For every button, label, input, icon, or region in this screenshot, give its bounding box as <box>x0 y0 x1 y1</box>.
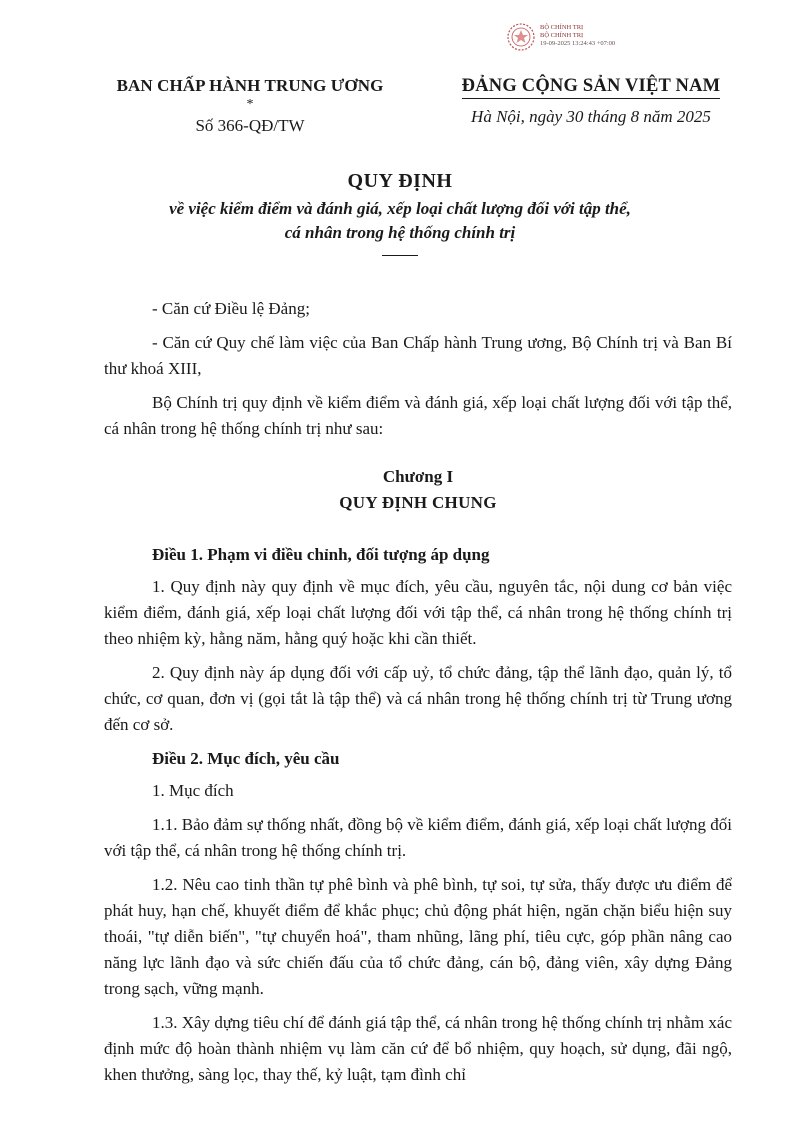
subtitle-line-1: về việc kiểm điểm và đánh giá, xếp loại chất lượng đối với tập thể, <box>169 199 631 218</box>
title-divider <box>382 255 418 256</box>
chapter-number: Chương I <box>382 467 454 486</box>
party-name: ĐẢNG CỘNG SẢN VIỆT NAM <box>462 76 721 99</box>
document-subtitle <box>100 197 700 245</box>
preamble-paragraph: Bộ Chính trị quy định về kiểm điểm và đánh giá, xếp loại chất lượng đối với tập thể, cá nhân trong hệ thống chính trị như sau: <box>104 393 732 438</box>
stamp-timestamp: 19-09-2025 13:24:43 +07:00 <box>540 40 616 47</box>
issuing-organization: BAN CHẤP HÀNH TRUNG ƯƠNG <box>116 76 384 95</box>
digital-signature-stamp <box>506 20 636 60</box>
document-body <box>104 296 732 1096</box>
seal-icon <box>506 22 536 52</box>
article-clause: 1.1. Bảo đảm sự thống nhất, đồng bộ về kiểm điểm, đánh giá, xếp loại chất lượng đối với tập thể, cá nhân trong hệ thống chính trị. <box>104 815 732 860</box>
chapter-name: QUY ĐỊNH CHUNG <box>339 493 497 512</box>
article-subheading: 1. Mục đích <box>152 781 234 800</box>
document-title-block <box>100 170 700 256</box>
preamble-paragraph: - Căn cứ Quy chế làm việc của Ban Chấp hành Trung ương, Bộ Chính trị và Ban Bí thư khoá XIII, <box>104 333 732 378</box>
subtitle-line-2: cá nhân trong hệ thống chính trị <box>284 223 516 242</box>
document-title: QUY ĐỊNH <box>347 170 453 192</box>
article-clause: 1.3. Xây dựng tiêu chí để đánh giá tập thể, cá nhân trong hệ thống chính trị nhằm xác định mức độ hoàn thành nhiệm vụ làm căn cứ để bổ nhiệm, quy hoạch, sử dụng, đãi ngộ, khen thưởng, sàng lọc, thay thế, kỷ luật, tạm đình chỉ <box>104 1013 732 1084</box>
header-left <box>100 76 400 136</box>
place-date: Hà Nội, ngày 30 tháng 8 năm 2025 <box>471 107 711 126</box>
header-right <box>446 76 736 127</box>
article-heading: Điều 2. Mục đích, yêu cầu <box>152 749 340 768</box>
stamp-line-1: BỘ CHÍNH TRỊ <box>540 24 584 31</box>
article-clause: 1.2. Nêu cao tinh thần tự phê bình và phê bình, tự soi, tự sửa, thấy được ưu điểm để phát huy, hạn chế, khuyết điểm để khắc phục; chủ động phát hiện, ngăn chặn biểu hiện suy thoái, "tự diễn biến", "tự chuyển hoá", tham nhũng, lãng phí, tiêu cực, góp phần nâng cao năng lực lãnh đạo và sức chiến đấu của tổ chức đảng, cán bộ, đảng viên, xây dựng Đảng trong sạch, vững mạnh. <box>104 875 732 998</box>
article-heading: Điều 1. Phạm vi điều chỉnh, đối tượng áp dụng <box>152 545 490 564</box>
article-clause: 1. Quy định này quy định về mục đích, yêu cầu, nguyên tắc, nội dung cơ bản việc kiểm điểm, đánh giá, xếp loại chất lượng đối với tập thể, cá nhân trong hệ thống chính trị theo nhiệm kỳ, hằng năm, hằng quý hoặc khi cần thiết. <box>104 577 732 648</box>
article-clause: 2. Quy định này áp dụng đối với cấp uỷ, tổ chức đảng, tập thể lãnh đạo, quản lý, tổ chức, cơ quan, đơn vị (gọi tắt là tập thể) và cá nhân trong hệ thống chính trị từ Trung ương đến cơ sở. <box>104 663 732 734</box>
header-star: * <box>246 97 254 112</box>
document-number: Số 366-QĐ/TW <box>195 116 305 135</box>
preamble-paragraph: - Căn cứ Điều lệ Đảng; <box>152 299 310 318</box>
stamp-line-2: BỘ CHÍNH TRỊ <box>540 32 584 39</box>
